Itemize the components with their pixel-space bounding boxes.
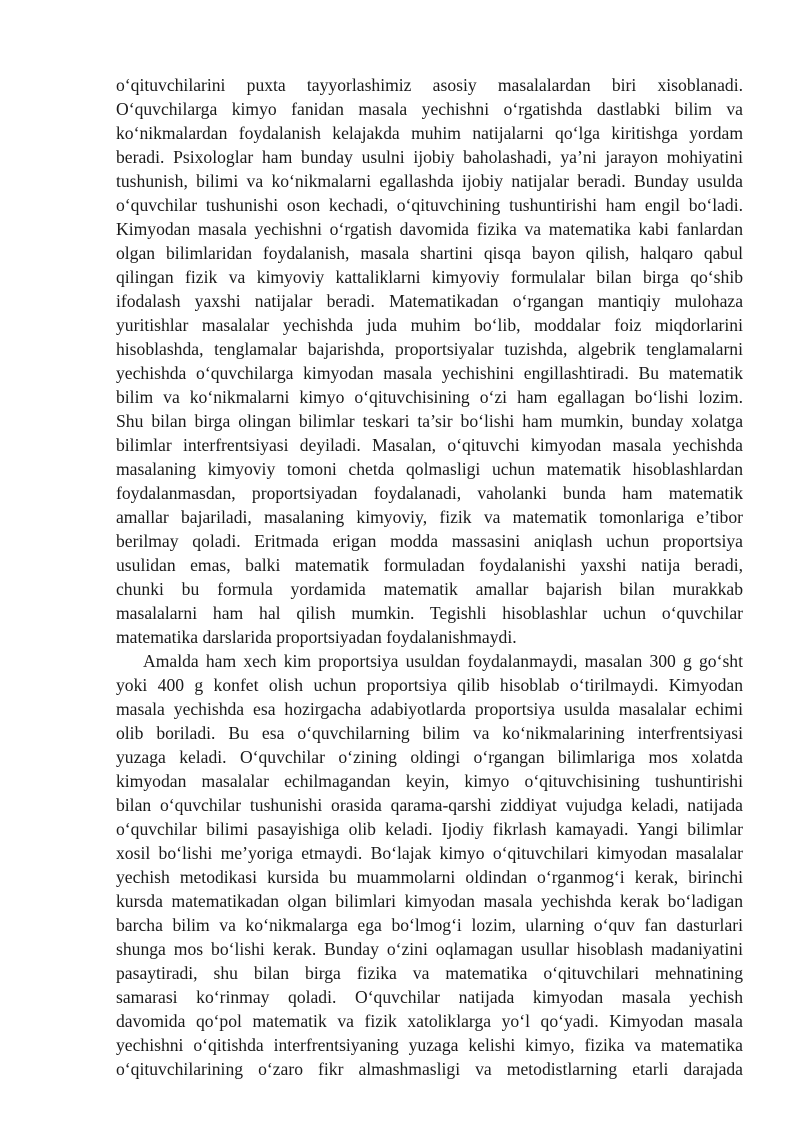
text-line: tushunish, bilimi va ko‘nikmalarni egallashda ijobiy natijalar beradi. Bunday usulda (116, 171, 743, 191)
text-line: o‘quvchilar bilimi pasayishiga olib keladi. Ijodiy fikrlash kamayadi. Yangi bilimlar (116, 819, 743, 839)
text-line: bilim va ko‘nikmalarni kimyo o‘qituvchisining o‘zi ham egallagan bo‘lishi lozim. (116, 387, 743, 407)
text-line: kimyodan masalalar echilmagandan keyin, kimyo o‘qituvchisining tushuntirishi (116, 771, 743, 791)
text-line: ko‘nikmalardan foydalanish kelajakda muhim natijalarni qo‘lga kiritishga yordam (116, 123, 743, 143)
text-line: kursda matematikadan olgan bilimlari kimyodan masala yechishda kerak bo‘ladigan (116, 891, 743, 911)
text-line: beradi. Psixologlar ham bunday usulni ijobiy baholashadi, ya’ni jarayon mohiyatini (116, 147, 743, 167)
text-line: Shu bilan birga olingan bilimlar teskari ta’sir bo‘lishi ham mumkin, bunday xolatga (116, 411, 743, 431)
text-line: o‘qituvchilarining o‘zaro fikr almashmasligi va metodistlarning etarli darajada (116, 1059, 743, 1079)
text-line: matematika darslarida proportsiyadan foydalanishmaydi. (116, 627, 517, 647)
text-line: chunki bu formula yordamida matematik amallar bajarish bilan murakkab (116, 579, 743, 599)
text-line: qilingan fizik va kimyoviy kattaliklarni kimyoviy formulalar bilan birga qo‘shib (116, 267, 743, 287)
text-line: yechishni o‘qitishda interfrentsiyaning yuzaga kelishi kimyo, fizika va matematika (116, 1035, 743, 1055)
text-line: yuritishlar masalalar yechishda juda muhim bo‘lib, moddalar foiz miqdorlarini (116, 315, 743, 335)
text-line: Kimyodan masala yechishni o‘rgatish davomida fizika va matematika kabi fanlardan (116, 219, 743, 239)
text-line: samarasi ko‘rinmay qoladi. O‘quvchilar natijada kimyodan masala yechish (116, 987, 743, 1007)
text-line: yechish metodikasi kursida bu muammolarni oldindan o‘rganmog‘i kerak, birinchi (116, 867, 743, 887)
text-line: o‘qituvchilarini puxta tayyorlashimiz asosiy masalalardan biri xisoblanadi. (116, 75, 743, 95)
text-line: berilmay qoladi. Eritmada erigan modda massasini aniqlash uchun proportsiya (116, 531, 743, 551)
text-line: yechishda o‘quvchilarga kimyodan masala yechishini engillashtiradi. Bu matematik (116, 363, 743, 383)
text-line: shunga mos bo‘lishi kerak. Bunday o‘zini oqlamagan usullar hisoblash madaniyatini (116, 939, 743, 959)
text-line: bilan o‘quvchilar tushunishi orasida qarama-qarshi ziddiyat vujudga keladi, natijada (116, 795, 743, 815)
text-line: barcha bilim va ko‘nikmalarga ega bo‘lmog‘i lozim, ularning o‘quv fan dasturlari (116, 915, 743, 935)
text-line: yoki 400 g konfet olish uchun proportsiya qilib hisoblab o‘tirilmaydi. Kimyodan (116, 675, 743, 695)
text-line: o‘quvchilar tushunishi oson kechadi, o‘qituvchining tushuntirishi ham engil bo‘ladi. (116, 195, 743, 215)
text-line: masala yechishda esa hozirgacha adabiyotlarda proportsiya usulda masalalar echimi (116, 699, 743, 719)
text-line: Amalda ham xech kim proportsiya usuldan foydalanmaydi, masalan 300 g go‘sht (143, 651, 743, 671)
text-line: ifodalash yaxshi natijalar beradi. Matematikadan o‘rgangan mantiqiy mulohaza (116, 291, 743, 311)
paragraph (116, 649, 743, 1081)
text-line: olib boriladi. Bu esa o‘quvchilarning bilim va ko‘nikmalarining interfrentsiyasi (116, 723, 743, 743)
text-line: olgan bilimlaridan foydalanish, masala shartini qisqa bayon qilish, halqaro qabul (116, 243, 743, 263)
text-line: pasaytiradi, shu bilan birga fizika va matematika o‘qituvchilari mehnatining (116, 963, 743, 983)
text-line: masalalarni ham hal qilish mumkin. Tegishli hisoblashlar uchun o‘quvchilar (116, 603, 743, 623)
text-line: amallar bajariladi, masalaning kimyoviy, fizik va matematik tomonlariga e’tibor (116, 507, 743, 527)
document-body (116, 73, 743, 1081)
text-line: usulidan emas, balki matematik formuladan foydalanishi yaxshi natija beradi, (116, 555, 743, 575)
paragraph (116, 73, 743, 649)
text-line: bilimlar interfrentsiyasi deyiladi. Masalan, o‘qituvchi kimyodan masala yechishda (116, 435, 743, 455)
text-line: masalaning kimyoviy tomoni chetda qolmasligi uchun matematik hisoblashlardan (116, 459, 743, 479)
text-line: foydalanmasdan, proportsiyadan foydalanadi, vaholanki bunda ham matematik (116, 483, 743, 503)
text-line: davomida qo‘pol matematik va fizik xatoliklarga yo‘l qo‘yadi. Kimyodan masala (116, 1011, 743, 1031)
text-line: O‘quvchilarga kimyo fanidan masala yechishni o‘rgatishda dastlabki bilim va (116, 99, 743, 119)
text-line: yuzaga keladi. O‘quvchilar o‘zining oldingi o‘rgangan bilimlariga mos xolatda (116, 747, 743, 767)
text-line: xosil bo‘lishi me’yoriga etmaydi. Bo‘lajak kimyo o‘qituvchilari kimyodan masalalar (116, 843, 743, 863)
text-line: hisoblashda, tenglamalar bajarishda, proportsiyalar tuzishda, algebrik tenglamalarni (116, 339, 743, 359)
